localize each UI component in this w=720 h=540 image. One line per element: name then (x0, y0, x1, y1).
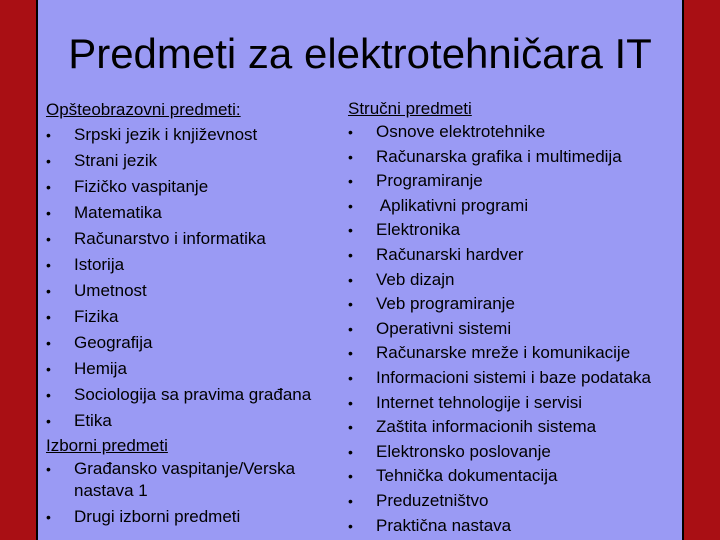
list-item: • Operativni sistemi (348, 317, 678, 342)
list-item: • Umetnost (46, 278, 346, 304)
general-subjects-list (46, 122, 346, 434)
list-item: • Programiranje (348, 169, 678, 194)
slide-title: Predmeti za elektrotehničara IT (68, 30, 652, 77)
list-item: • Fizičko vaspitanje (46, 174, 346, 200)
list-item: • Računarstvo i informatika (46, 226, 346, 252)
vocational-subjects-heading: Stručni predmeti (348, 99, 472, 118)
list-item: • Elektronika (348, 218, 678, 243)
list-item: • Veb programiranje (348, 292, 678, 317)
vocational-subjects-list (348, 120, 678, 538)
left-frame-bar (0, 0, 38, 540)
general-subjects-heading: Opšteobrazovni predmeti: (46, 100, 241, 119)
elective-subjects-heading: Izborni predmeti (46, 436, 168, 455)
list-item: • Računarske mreže i komunikacije (348, 341, 678, 366)
list-item: • Informacioni sistemi i baze podataka (348, 366, 678, 391)
slide (38, 0, 682, 540)
list-item: • Strani jezik (46, 148, 346, 174)
list-item: • Veb dizajn (348, 268, 678, 293)
elective-subjects-list (46, 458, 346, 528)
list-item: • Etika (46, 408, 346, 434)
list-item: • Srpski jezik i književnost (46, 122, 346, 148)
list-item: • Hemija (46, 356, 346, 382)
list-item: • Računarski hardver (348, 243, 678, 268)
list-item: • Osnove elektrotehnike (348, 120, 678, 145)
list-item: • Matematika (46, 200, 346, 226)
list-item: • Sociologija sa pravima građana (46, 382, 346, 408)
general-subjects-column (46, 98, 346, 532)
list-item: • Internet tehnologije i servisi (348, 391, 678, 416)
list-item: • Istorija (46, 252, 346, 278)
list-item: • Aplikativni programi (348, 194, 678, 219)
right-frame-bar (682, 0, 720, 540)
list-item: • Preduzetništvo (348, 489, 678, 514)
list-item: • Geografija (46, 330, 346, 356)
list-item: • Praktična nastava (348, 514, 678, 539)
list-item: • Tehnička dokumentacija (348, 464, 678, 489)
list-item: • Drugi izborni predmeti (46, 506, 346, 528)
list-item: • Računarska grafika i multimedija (348, 145, 678, 170)
list-item: • Zaštita informacionih sistema (348, 415, 678, 440)
list-item: • Građansko vaspitanje/Verska nastava 1 (46, 458, 346, 502)
list-item: • Elektronsko poslovanje (348, 440, 678, 465)
vocational-subjects-column (348, 98, 678, 538)
list-item: • Fizika (46, 304, 346, 330)
